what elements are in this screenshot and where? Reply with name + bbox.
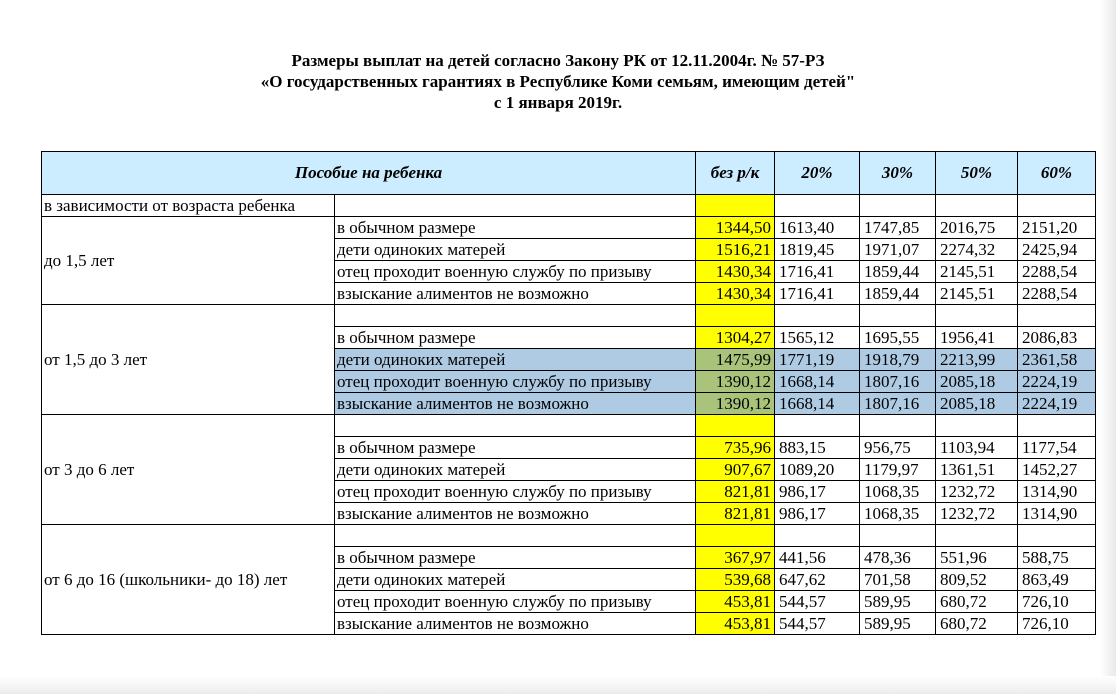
row-label: отец проходит военную службу по призыву bbox=[335, 261, 696, 283]
document-title bbox=[0, 50, 1116, 113]
spacer-cell bbox=[335, 525, 696, 547]
value-cell: 986,17 bbox=[775, 503, 860, 525]
row-label: взыскание алиментов не возможно bbox=[335, 393, 696, 415]
value-base: 907,67 bbox=[696, 459, 775, 481]
value-cell: 680,72 bbox=[936, 591, 1018, 613]
row-label: дети одиноких матерей bbox=[335, 459, 696, 481]
value-base: 1390,12 bbox=[696, 371, 775, 393]
value-cell: 2224,19 bbox=[1018, 393, 1096, 415]
value-cell: 1089,20 bbox=[775, 459, 860, 481]
value-base: 1516,21 bbox=[696, 239, 775, 261]
value-cell: 544,57 bbox=[775, 613, 860, 635]
value-cell: 2288,54 bbox=[1018, 261, 1096, 283]
value-base: 735,96 bbox=[696, 437, 775, 459]
table-row bbox=[42, 217, 1096, 239]
value-cell: 1314,90 bbox=[1018, 503, 1096, 525]
spacer-row bbox=[42, 525, 1096, 547]
value-cell: 2425,94 bbox=[1018, 239, 1096, 261]
spacer-cell bbox=[335, 415, 696, 437]
header-base: без р/к bbox=[696, 152, 775, 195]
spacer-cell bbox=[936, 415, 1018, 437]
value-base: 821,81 bbox=[696, 481, 775, 503]
value-cell: 588,75 bbox=[1018, 547, 1096, 569]
page-shadow-bottom bbox=[0, 676, 1116, 694]
row-label: дети одиноких матерей bbox=[335, 569, 696, 591]
spacer-cell bbox=[1018, 305, 1096, 327]
value-base: 821,81 bbox=[696, 503, 775, 525]
value-cell: 544,57 bbox=[775, 591, 860, 613]
value-cell: 478,36 bbox=[860, 547, 936, 569]
value-cell: 1771,19 bbox=[775, 349, 860, 371]
table-header-row bbox=[42, 152, 1096, 195]
spacer-cell bbox=[1018, 415, 1096, 437]
value-cell: 441,56 bbox=[775, 547, 860, 569]
spacer-row bbox=[42, 305, 1096, 327]
value-cell: 726,10 bbox=[1018, 591, 1096, 613]
value-base: 1430,34 bbox=[696, 261, 775, 283]
title-line-3: с 1 января 2019г. bbox=[493, 93, 623, 112]
value-cell: 2016,75 bbox=[936, 217, 1018, 239]
row-label: в обычном размере bbox=[335, 327, 696, 349]
row-label: взыскание алиментов не возможно bbox=[335, 613, 696, 635]
row-label: в обычном размере bbox=[335, 547, 696, 569]
value-cell: 1177,54 bbox=[1018, 437, 1096, 459]
value-cell: 2085,18 bbox=[936, 393, 1018, 415]
value-cell: 1179,97 bbox=[860, 459, 936, 481]
value-base: 453,81 bbox=[696, 613, 775, 635]
value-cell: 551,96 bbox=[936, 547, 1018, 569]
header-benefit: Пособие на ребенка bbox=[42, 152, 696, 195]
header-20: 20% bbox=[775, 152, 860, 195]
value-cell: 1859,44 bbox=[860, 261, 936, 283]
row-label: отец проходит военную службу по призыву bbox=[335, 591, 696, 613]
title-line-2: «О государственных гарантиях в Республике Коми семьям, имеющим детей" bbox=[260, 72, 856, 91]
value-cell: 1613,40 bbox=[775, 217, 860, 239]
value-cell: 701,58 bbox=[860, 569, 936, 591]
spacer-cell bbox=[936, 305, 1018, 327]
value-cell: 1068,35 bbox=[860, 481, 936, 503]
value-cell: 1314,90 bbox=[1018, 481, 1096, 503]
row-label: взыскание алиментов не возможно bbox=[335, 283, 696, 305]
value-cell: 1103,94 bbox=[936, 437, 1018, 459]
row-label: дети одиноких матерей bbox=[335, 349, 696, 371]
value-cell: 2224,19 bbox=[1018, 371, 1096, 393]
value-cell: 680,72 bbox=[936, 613, 1018, 635]
value-base: 1344,50 bbox=[696, 217, 775, 239]
value-cell: 2274,32 bbox=[936, 239, 1018, 261]
value-cell: 1565,12 bbox=[775, 327, 860, 349]
value-cell: 1452,27 bbox=[1018, 459, 1096, 481]
spacer-row bbox=[42, 415, 1096, 437]
spacer-cell bbox=[860, 525, 936, 547]
value-cell: 2085,18 bbox=[936, 371, 1018, 393]
value-cell: 1918,79 bbox=[860, 349, 936, 371]
value-cell: 1747,85 bbox=[860, 217, 936, 239]
value-cell: 1232,72 bbox=[936, 503, 1018, 525]
value-base: 1304,27 bbox=[696, 327, 775, 349]
benefits-table bbox=[41, 151, 1096, 635]
value-cell: 1068,35 bbox=[860, 503, 936, 525]
table-body bbox=[42, 195, 1096, 635]
value-cell: 2145,51 bbox=[936, 261, 1018, 283]
intro-row bbox=[42, 195, 1096, 217]
value-base: 453,81 bbox=[696, 591, 775, 613]
spacer-cell bbox=[860, 415, 936, 437]
row-label: дети одиноких матерей bbox=[335, 239, 696, 261]
value-base: 1430,34 bbox=[696, 283, 775, 305]
spacer-cell bbox=[775, 305, 860, 327]
age-group-label: от 6 до 16 (школьники- до 18) лет bbox=[42, 525, 335, 635]
value-cell: 809,52 bbox=[936, 569, 1018, 591]
row-label: отец проходит военную службу по призыву bbox=[335, 371, 696, 393]
value-cell: 589,95 bbox=[860, 591, 936, 613]
spacer-cell bbox=[696, 305, 775, 327]
value-cell: 589,95 bbox=[860, 613, 936, 635]
row-label: в обычном размере bbox=[335, 437, 696, 459]
value-base: 539,68 bbox=[696, 569, 775, 591]
spacer-cell bbox=[696, 525, 775, 547]
value-cell: 2213,99 bbox=[936, 349, 1018, 371]
page-shadow-right bbox=[1100, 0, 1116, 694]
value-cell: 2151,20 bbox=[1018, 217, 1096, 239]
value-cell: 1819,45 bbox=[775, 239, 860, 261]
age-group-label: от 3 до 6 лет bbox=[42, 415, 335, 525]
title-line-1: Размеры выплат на детей согласно Закону РК от 12.11.2004г. № 57-РЗ bbox=[291, 51, 825, 70]
age-group-label: до 1,5 лет bbox=[42, 217, 335, 305]
value-cell: 1361,51 bbox=[936, 459, 1018, 481]
value-cell: 863,49 bbox=[1018, 569, 1096, 591]
value-base: 367,97 bbox=[696, 547, 775, 569]
spacer-cell bbox=[775, 525, 860, 547]
value-cell: 1668,14 bbox=[775, 393, 860, 415]
value-cell: 647,62 bbox=[775, 569, 860, 591]
row-label: отец проходит военную службу по призыву bbox=[335, 481, 696, 503]
value-cell: 1859,44 bbox=[860, 283, 936, 305]
value-cell: 883,15 bbox=[775, 437, 860, 459]
row-label: в обычном размере bbox=[335, 217, 696, 239]
value-cell: 1668,14 bbox=[775, 371, 860, 393]
value-cell: 2361,58 bbox=[1018, 349, 1096, 371]
spacer-cell bbox=[696, 415, 775, 437]
spacer-cell bbox=[860, 305, 936, 327]
value-cell: 2145,51 bbox=[936, 283, 1018, 305]
value-cell: 2288,54 bbox=[1018, 283, 1096, 305]
value-cell: 1716,41 bbox=[775, 261, 860, 283]
value-cell: 1971,07 bbox=[860, 239, 936, 261]
value-cell: 1807,16 bbox=[860, 393, 936, 415]
header-60: 60% bbox=[1018, 152, 1096, 195]
value-cell: 1716,41 bbox=[775, 283, 860, 305]
value-cell: 956,75 bbox=[860, 437, 936, 459]
header-50: 50% bbox=[936, 152, 1018, 195]
value-base: 1390,12 bbox=[696, 393, 775, 415]
value-cell: 1695,55 bbox=[860, 327, 936, 349]
value-cell: 1956,41 bbox=[936, 327, 1018, 349]
value-cell: 726,10 bbox=[1018, 613, 1096, 635]
value-cell: 986,17 bbox=[775, 481, 860, 503]
intro-label: в зависимости от возраста ребенка bbox=[42, 195, 335, 217]
spacer-cell bbox=[335, 305, 696, 327]
spacer-cell bbox=[1018, 525, 1096, 547]
spacer-cell bbox=[936, 525, 1018, 547]
spacer-cell bbox=[775, 415, 860, 437]
value-cell: 1232,72 bbox=[936, 481, 1018, 503]
row-label: взыскание алиментов не возможно bbox=[335, 503, 696, 525]
age-group-label: от 1,5 до 3 лет bbox=[42, 305, 335, 415]
value-cell: 1807,16 bbox=[860, 371, 936, 393]
value-cell: 2086,83 bbox=[1018, 327, 1096, 349]
header-30: 30% bbox=[860, 152, 936, 195]
value-base: 1475,99 bbox=[696, 349, 775, 371]
